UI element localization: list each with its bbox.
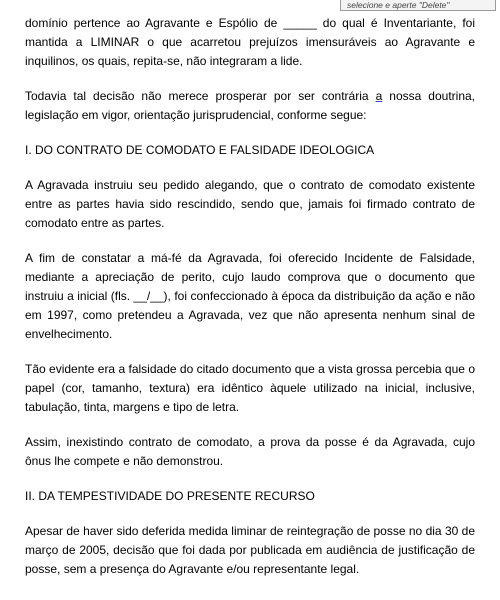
paragraph-falsidade: Tão evidente era a falsidade do citado documento que a vista grossa percebia que o papel (cor, tamanho, textura) era idêntico àquele utilizado na inicial, inclusive, tabulação, tinta, margens e tipo de letra. (25, 362, 475, 414)
delete-hint-tooltip: selecione e aperte "Delete" (340, 0, 496, 11)
paragraph-assim: Assim, inexistindo contrato de comodato, a prova da posse é da Agravada, cujo ônus lhe compete e não demonstrou. (25, 435, 475, 468)
paragraph-ma-fe: A fim de constatar a má-fé da Agravada, foi oferecido Incidente de Falsidade, mediante a apreciação de perito, cujo laudo comprova que o documento que instruiu a inicial (fls. __/__), foi confeccionado à época da distribuição da ação e não em 1997, como pretendeu a Agravada, vez que não apresenta nenhum sinal de envelhecimento. (25, 251, 475, 341)
section-heading-tempestividade: II. DA TEMPESTIVIDADE DO PRESENTE RECURSO (25, 489, 315, 503)
document-body (25, 14, 475, 595)
paragraph-todavia-start: Todavia tal decisão não merece prosperar por ser contrária (25, 89, 376, 103)
paragraph-dominio (25, 14, 475, 71)
name-blank: _____ (283, 16, 317, 30)
paragraph-agravada-instruiu: A Agravada instruiu seu pedido alegando, que o contrato de comodato existente entre as partes havia sido rescindido, sendo que, jamais foi firmado contrato de comodato entre as partes. (25, 178, 475, 230)
section-heading-comodato: I. DO CONTRATO DE COMODATO E FALSIDADE IDEOLOGICA (25, 143, 375, 157)
paragraph-dominio-end: do qual é Inventariante, foi mantida a LIMINAR o que acarretou prejuízos imensuráveis ao Agravante e inquilinos, os quais, repita-se, não integraram a lide. (25, 16, 475, 68)
paragraph-todavia (25, 87, 475, 125)
underlined-word: a (375, 89, 383, 103)
paragraph-dominio-start: domínio pertence ao Agravante e Espólio de (25, 16, 284, 30)
paragraph-todavia-end: nossa doutrina, legislação em vigor, orientação jurisprudencial, conforme segue: (25, 89, 476, 122)
paragraph-apesar: Apesar de haver sido deferida medida liminar de reintegração de posse no dia 30 de março de 2005, decisão que foi dada por publicada em audiência de justificação de posse, sem a presença do Agravante e/ou representante legal. (25, 524, 475, 576)
